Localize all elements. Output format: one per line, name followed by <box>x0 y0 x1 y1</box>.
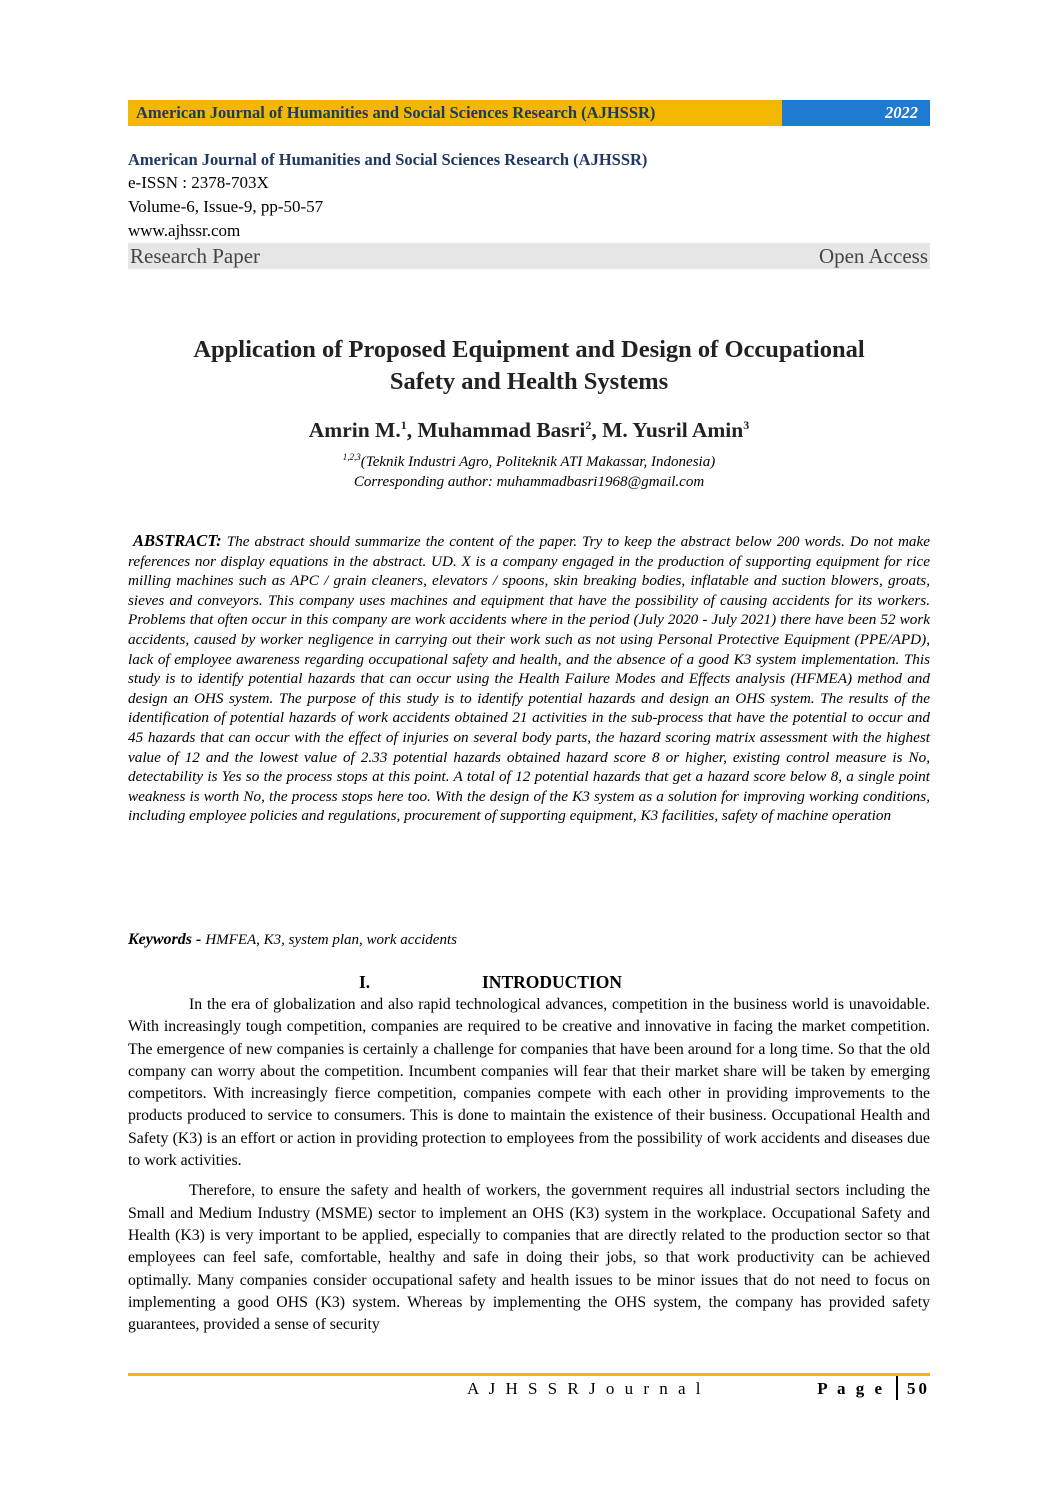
author-2: Muhammad Basri <box>417 418 586 443</box>
introduction-body <box>128 994 930 1344</box>
paper-title <box>128 334 930 398</box>
paper-title-line2: Safety and Health Systems <box>389 368 669 395</box>
journal-header-bar <box>128 100 930 126</box>
paper-title-line1: Application of Proposed Equipment and Design of Occupational <box>193 336 865 363</box>
author-1: Amrin M. <box>308 418 401 443</box>
access-type: Open Access <box>818 243 928 268</box>
abstract-text: The abstract should summarize the content of the paper. Try to keep the abstract below 200 words. Do not make references nor display equations in the abstract. UD. X is a company engaged in the production of supporting equipment for rice milling machines such as APC / grain cleaners, elevators / spoons, skin breaking bodies, inflatable and suction blowers, groats, sieves and conveyors. This company uses machines and equipment that have the possibility of causing accidents for its workers. Problems that often occur in this company are work accidents where in the period (July 2020 - July 2021) there have been 52 work accidents, caused by worker negligence in carrying out their work such as not using Personal Protective Equipment (PPE/APD), lack of employee awareness regarding occupational safety and health, and the absence of a good K3 system implementation. This study is to identify potential hazards that can occur using the Health Failure Modes and Effects analysis (HFMEA) method and design an OHS system. The purpose of this study is to identify potential hazards and design an OHS system. The results of the identification of potential hazards of work accidents obtained 21 activities in the sub-process that have the potential to occur and 45 hazards that can occur with the effect of injuries on several body parts, the hazard scoring matrix assessment with the highest value of 12 and the lowest value of 2.33 potential hazards obtained hazard score 8 or higher, existing control measure is No, detectability is Yes so the process stops at this point. A total of 12 potential hazards that get a hazard score below 8, a single point weakness is worth No, the process stops here too. With the design of the K3 system as a solution for improving working conditions, including employee policies and regulations, procurement of supporting equipment, K3 facilities, safety of machine operation <box>128 533 930 825</box>
volume-issue: Volume-6, Issue-9, pp-50-57 <box>128 197 324 216</box>
abstract <box>128 531 930 826</box>
author-separator: , <box>406 418 418 443</box>
corresponding-author: Corresponding author: muhammadbasri1968@gmail.com <box>353 474 705 490</box>
journal-website: www.ajhssr.com <box>128 221 241 240</box>
paragraph: In the era of globalization and also rapid technological advances, competition in the business world is unavoidable. With increasingly tough competition, companies are required to be creative and innovative in facing the market competition. The emergence of new companies is certainly a challenge for companies that have been around for a long time. So that the old company can worry about the competition. Incumbent companies will fear that their market share will be taken by emerging competitors. With increasingly fierce competition, companies compete with each other in providing improvements to the products produced to service to consumers. This is done to maintain the existence of their business. Occupational Health and Safety (K3) is an effort or action in providing protection to employees from the possibility of work accidents and diseases due to work activities. <box>128 996 930 1170</box>
eissn-value: 2378-703X <box>191 173 269 192</box>
footer-page-label: P a g e <box>817 1379 885 1398</box>
author-3-sup: 3 <box>743 418 750 432</box>
eissn-label: e-ISSN : <box>128 173 192 192</box>
header-year-cell <box>782 100 930 126</box>
affiliation-sup: 1,2,3 <box>342 452 361 462</box>
keywords-label: Keywords - <box>128 931 206 948</box>
journal-name: American Journal of Humanities and Social Sciences Research (AJHSSR) <box>128 150 648 169</box>
author-list <box>128 418 930 443</box>
affiliation-text: (Teknik Industri Agro, Politeknik ATI Makassar, Indonesia) <box>360 454 716 470</box>
header-journal-title: American Journal of Humanities and Social Sciences Research (AJHSSR) <box>136 103 656 122</box>
header-year: 2022 <box>885 103 918 122</box>
author-1-sup: 1 <box>400 418 407 432</box>
affiliation-block <box>128 447 930 492</box>
header-journal-cell <box>128 100 782 126</box>
keywords <box>128 931 930 949</box>
affiliation-line <box>128 447 930 472</box>
author-2-sup: 2 <box>585 418 592 432</box>
journal-meta <box>128 149 930 269</box>
section-number: I. <box>359 972 371 992</box>
keywords-text: HMFEA, K3, system plan, work accidents <box>205 932 457 948</box>
eissn-line <box>128 171 930 195</box>
page-footer <box>128 1376 930 1402</box>
author-separator: , <box>591 418 603 443</box>
footer-journal: A J H S S R J o u r n a l <box>467 1379 704 1398</box>
section-title: INTRODUCTION <box>482 972 623 992</box>
footer-page <box>817 1379 930 1399</box>
author-3: M. Yusril Amin <box>602 418 744 443</box>
paper-type: Research Paper <box>130 243 261 268</box>
paragraph: Therefore, to ensure the safety and health of workers, the government requires all industrial sectors including the Small and Medium Industry (MSME) sector to implement an OHS (K3) system in the workplace. Occupational Safety and Health (K3) is very important to be applied, especially to companies that are directly related to the production sector so that employees can feel safe, comfortable, healthy and safe in doing their jobs, so that work productivity can be achieved optimally. Many companies consider occupational safety and health issues to be minor issues that do not need to focus on implementing a good OHS (K3) system. Whereas by implementing the OHS system, the company has provided safety guarantees, provided a sense of security <box>128 1182 930 1334</box>
paper-type-bar <box>128 243 930 269</box>
footer-page-number: 50 <box>907 1379 930 1398</box>
abstract-label: ABSTRACT: <box>133 531 222 550</box>
